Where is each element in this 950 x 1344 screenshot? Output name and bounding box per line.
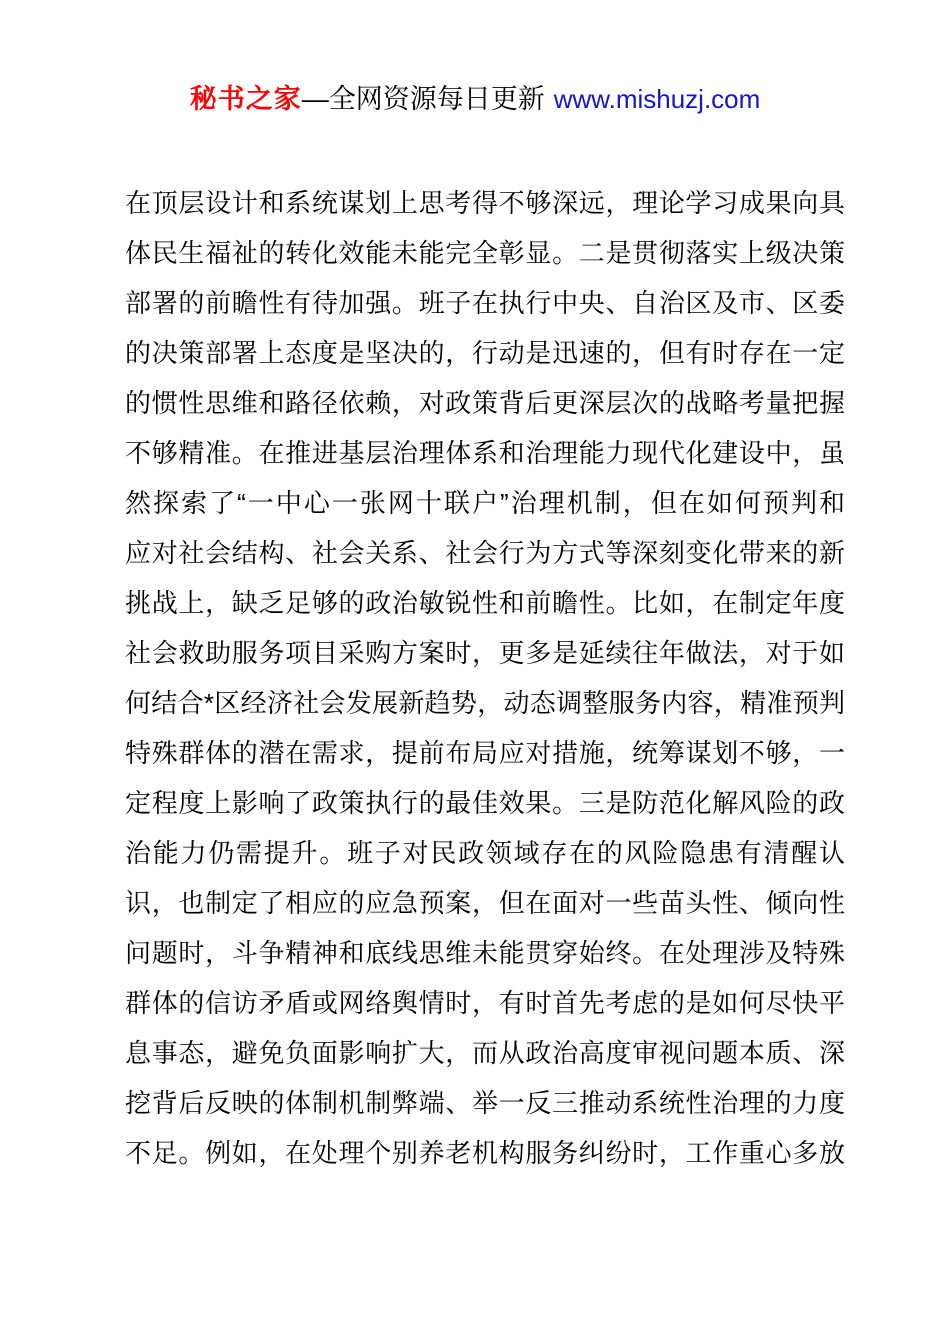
document-line: 特殊群体的潜在需求，提前布局应对措施，统筹谋划不够，一: [125, 738, 845, 768]
document-line: 问题时，斗争精神和底线思维未能贯穿始终。在处理涉及特殊: [125, 938, 845, 968]
site-name: 秘书之家: [189, 84, 302, 114]
document-line: 然探索了“一中心一张网十联户”治理机制，但在如何预判和: [125, 488, 845, 518]
document-line: 不够精准。在推进基层治理体系和治理能力现代化建设中，虽: [125, 438, 845, 468]
site-header: [0, 83, 950, 115]
document-line: 的决策部署上态度是坚决的，行动是迅速的，但有时存在一定: [125, 338, 845, 368]
document-line: 何结合*区经济社会发展新趋势，动态调整服务内容，精准预判: [125, 688, 845, 718]
document-line: 挑战上，缺乏足够的政治敏锐性和前瞻性。比如，在制定年度: [125, 588, 845, 618]
document-body: [125, 178, 845, 1178]
document-line: 不足。例如，在处理个别养老机构服务纠纷时，工作重心多放: [125, 1138, 845, 1168]
document-line: 群体的信访矛盾或网络舆情时，有时首先考虑的是如何尽快平: [125, 988, 845, 1018]
document-line: 治能力仍需提升。班子对民政领域存在的风险隐患有清醒认: [125, 838, 845, 868]
document-line: 息事态，避免负面影响扩大，而从政治高度审视问题本质、深: [125, 1038, 845, 1068]
document-line: 部署的前瞻性有待加强。班子在执行中央、自治区及市、区委: [125, 288, 845, 318]
document-line: 挖背后反映的体制机制弊端、举一反三推动系统性治理的力度: [125, 1088, 845, 1118]
site-tagline: —全网资源每日更新: [301, 84, 545, 114]
document-line: 定程度上影响了政策执行的最佳效果。三是防范化解风险的政: [125, 788, 845, 818]
document-line: 的惯性思维和路径依赖，对政策背后更深层次的战略考量把握: [125, 388, 845, 418]
document-line: 识，也制定了相应的应急预案，但在面对一些苗头性、倾向性: [125, 888, 845, 918]
document-line: 体民生福祉的转化效能未能完全彰显。二是贯彻落实上级决策: [125, 238, 845, 268]
document-line: 在顶层设计和系统谋划上思考得不够深远，理论学习成果向具: [125, 188, 845, 218]
document-line: 社会救助服务项目采购方案时，更多是延续往年做法，对于如: [125, 638, 845, 668]
document-line: 应对社会结构、社会关系、社会行为方式等深刻变化带来的新: [125, 538, 845, 568]
site-url-link[interactable]: www.mishuzj.com: [553, 84, 761, 114]
